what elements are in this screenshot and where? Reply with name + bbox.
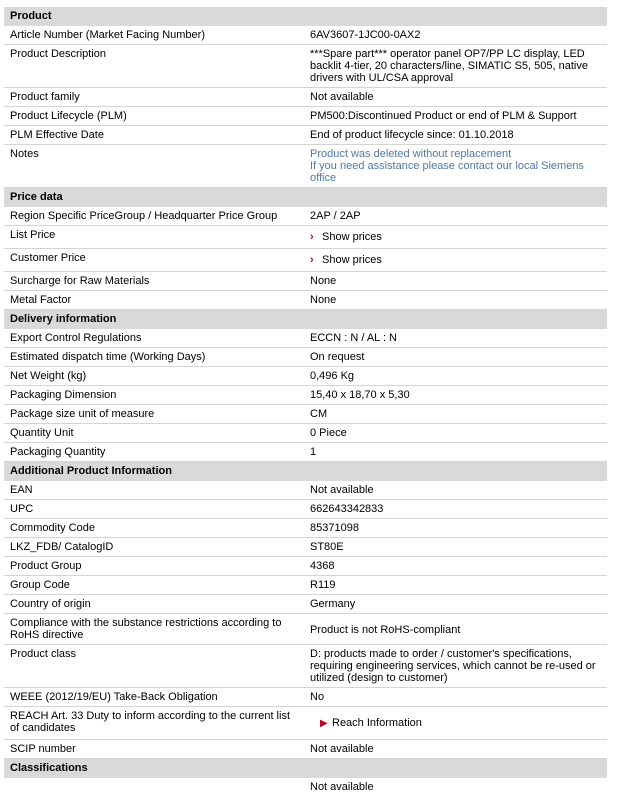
- section-header-product: Product: [4, 7, 607, 26]
- row-label: REACH Art. 33 Duty to inform according to the current list of candidates: [10, 710, 291, 734]
- notes-value: [304, 145, 607, 187]
- row-value: 15,40 x 18,70 x 5,30: [310, 389, 410, 401]
- row-label: Export Control Regulations: [10, 332, 142, 344]
- section-header-classifications: Classifications: [4, 759, 607, 778]
- reach-information-link[interactable]: [310, 717, 422, 730]
- show-prices-link-customer[interactable]: [310, 254, 382, 266]
- row-classifications: [4, 778, 607, 797]
- row-label: EAN: [10, 484, 33, 496]
- link-text: Show prices: [322, 231, 382, 243]
- note-deleted: Product was deleted without replacement: [310, 148, 512, 160]
- link-text: Show prices: [322, 254, 382, 266]
- row-export-control: [4, 329, 607, 348]
- row-weee: [4, 688, 607, 707]
- row-label: Article Number (Market Facing Number): [10, 29, 205, 41]
- row-label: Estimated dispatch time (Working Days): [10, 351, 206, 363]
- row-product-family: [4, 88, 607, 107]
- show-prices-link-list[interactable]: [310, 231, 382, 243]
- product-details-table: [4, 7, 607, 797]
- row-product-group: [4, 557, 607, 576]
- row-rohs-compliance: [4, 614, 607, 645]
- row-group-code: [4, 576, 607, 595]
- row-value: Germany: [310, 598, 356, 610]
- section-header-additional-info: Additional Product Information: [4, 462, 607, 481]
- section-header-price-data: Price data: [4, 188, 607, 207]
- row-value: End of product lifecycle since: 01.10.2018: [310, 129, 514, 141]
- row-customer-price: [4, 249, 607, 272]
- row-label: Net Weight (kg): [10, 370, 87, 382]
- chevron-right-icon: ›: [310, 254, 314, 266]
- row-label: Product family: [10, 91, 80, 103]
- row-scip-number: [4, 740, 607, 759]
- row-article-number: [4, 26, 607, 45]
- row-upc: [4, 500, 607, 519]
- row-notes: [4, 145, 607, 188]
- row-product-description: [4, 45, 607, 88]
- row-label: Metal Factor: [10, 294, 72, 306]
- row-packaging-dimension: [4, 386, 607, 405]
- row-label: [4, 778, 304, 797]
- row-metal-factor: [4, 291, 607, 310]
- row-label: Group Code: [10, 579, 70, 591]
- row-value: [304, 226, 607, 248]
- row-value: None: [310, 275, 337, 287]
- row-label: Package size unit of measure: [10, 408, 155, 420]
- row-dispatch-time: [4, 348, 607, 367]
- row-value: Not available: [310, 781, 374, 793]
- section-header-delivery: Delivery information: [4, 310, 607, 329]
- row-list-price: [4, 226, 607, 249]
- row-label: UPC: [10, 503, 34, 515]
- row-value: On request: [310, 351, 365, 363]
- row-label: List Price: [10, 229, 56, 241]
- row-value: 0,496 Kg: [310, 370, 355, 382]
- chevron-right-icon: ›: [310, 231, 314, 243]
- row-value: PM500:Discontinued Product or end of PLM & Support: [310, 110, 577, 122]
- row-value: ECCN : N / AL : N: [310, 332, 398, 344]
- row-value: 85371098: [310, 522, 359, 534]
- row-label: Customer Price: [10, 252, 86, 264]
- row-label: LKZ_FDB/ CatalogID: [10, 541, 114, 553]
- row-label: Country of origin: [10, 598, 91, 610]
- row-packaging-quantity: [4, 443, 607, 462]
- row-ean: [4, 481, 607, 500]
- row-commodity-code: [4, 519, 607, 538]
- row-value: No: [310, 691, 325, 703]
- row-net-weight: [4, 367, 607, 386]
- row-value: D: products made to order / customer's specifications, requiring engineering services, which cannot be re-used or utilized (design to customer): [310, 648, 596, 684]
- row-country-of-origin: [4, 595, 607, 614]
- row-label: Packaging Quantity: [10, 446, 106, 458]
- note-assistance: If you need assistance please contact our local Siemens office: [310, 160, 584, 184]
- triangle-right-icon: ▶: [320, 718, 328, 729]
- row-value: Not available: [310, 743, 374, 755]
- row-value: 662643342833: [310, 503, 384, 515]
- row-label: Product Description: [10, 48, 106, 60]
- row-label: SCIP number: [10, 743, 76, 755]
- row-value: ***Spare part*** operator panel OP7/PP LC display, LED backlit 4-tier, 20 characters/line, SIMATIC S5, 505, native drivers with UL/CSA approval: [310, 48, 588, 84]
- row-value: 6AV3607-1JC00-0AX2: [310, 29, 421, 41]
- row-value: 1: [310, 446, 317, 458]
- row-value: 2AP / 2AP: [310, 210, 361, 222]
- row-value: 4368: [310, 560, 335, 572]
- row-value: None: [310, 294, 337, 306]
- row-label: PLM Effective Date: [10, 129, 104, 141]
- row-value: [304, 707, 607, 739]
- row-value: Not available: [310, 484, 374, 496]
- row-plm-effective-date: [4, 126, 607, 145]
- row-reach: [4, 707, 607, 740]
- row-label: Product Lifecycle (PLM): [10, 110, 127, 122]
- row-value: R119: [310, 579, 336, 591]
- row-value: Product is not RoHS-compliant: [310, 623, 461, 636]
- row-surcharge-raw-materials: [4, 272, 607, 291]
- row-label: Product Group: [10, 560, 82, 572]
- row-label: WEEE (2012/19/EU) Take-Back Obligation: [10, 691, 218, 703]
- row-product-class: [4, 645, 607, 688]
- row-label: Compliance with the substance restrictions according to RoHS directive: [10, 617, 282, 641]
- link-text: Reach Information: [332, 717, 422, 729]
- row-label: Surcharge for Raw Materials: [10, 275, 150, 287]
- row-label: Product class: [10, 648, 77, 660]
- row-region-price-group: [4, 207, 607, 226]
- row-label: Notes: [10, 148, 39, 160]
- row-package-size-unit: [4, 405, 607, 424]
- row-label: Commodity Code: [10, 522, 95, 534]
- row-value: CM: [310, 408, 328, 420]
- row-value: Not available: [310, 91, 374, 103]
- row-quantity-unit: [4, 424, 607, 443]
- row-value: ST80E: [310, 541, 344, 553]
- row-label: Quantity Unit: [10, 427, 74, 439]
- row-label: Packaging Dimension: [10, 389, 117, 401]
- row-value: [304, 249, 607, 271]
- row-lkz-catalog-id: [4, 538, 607, 557]
- row-label: Region Specific PriceGroup / Headquarter Price Group: [10, 210, 278, 222]
- row-product-lifecycle: [4, 107, 607, 126]
- row-value: 0 Piece: [310, 427, 347, 439]
